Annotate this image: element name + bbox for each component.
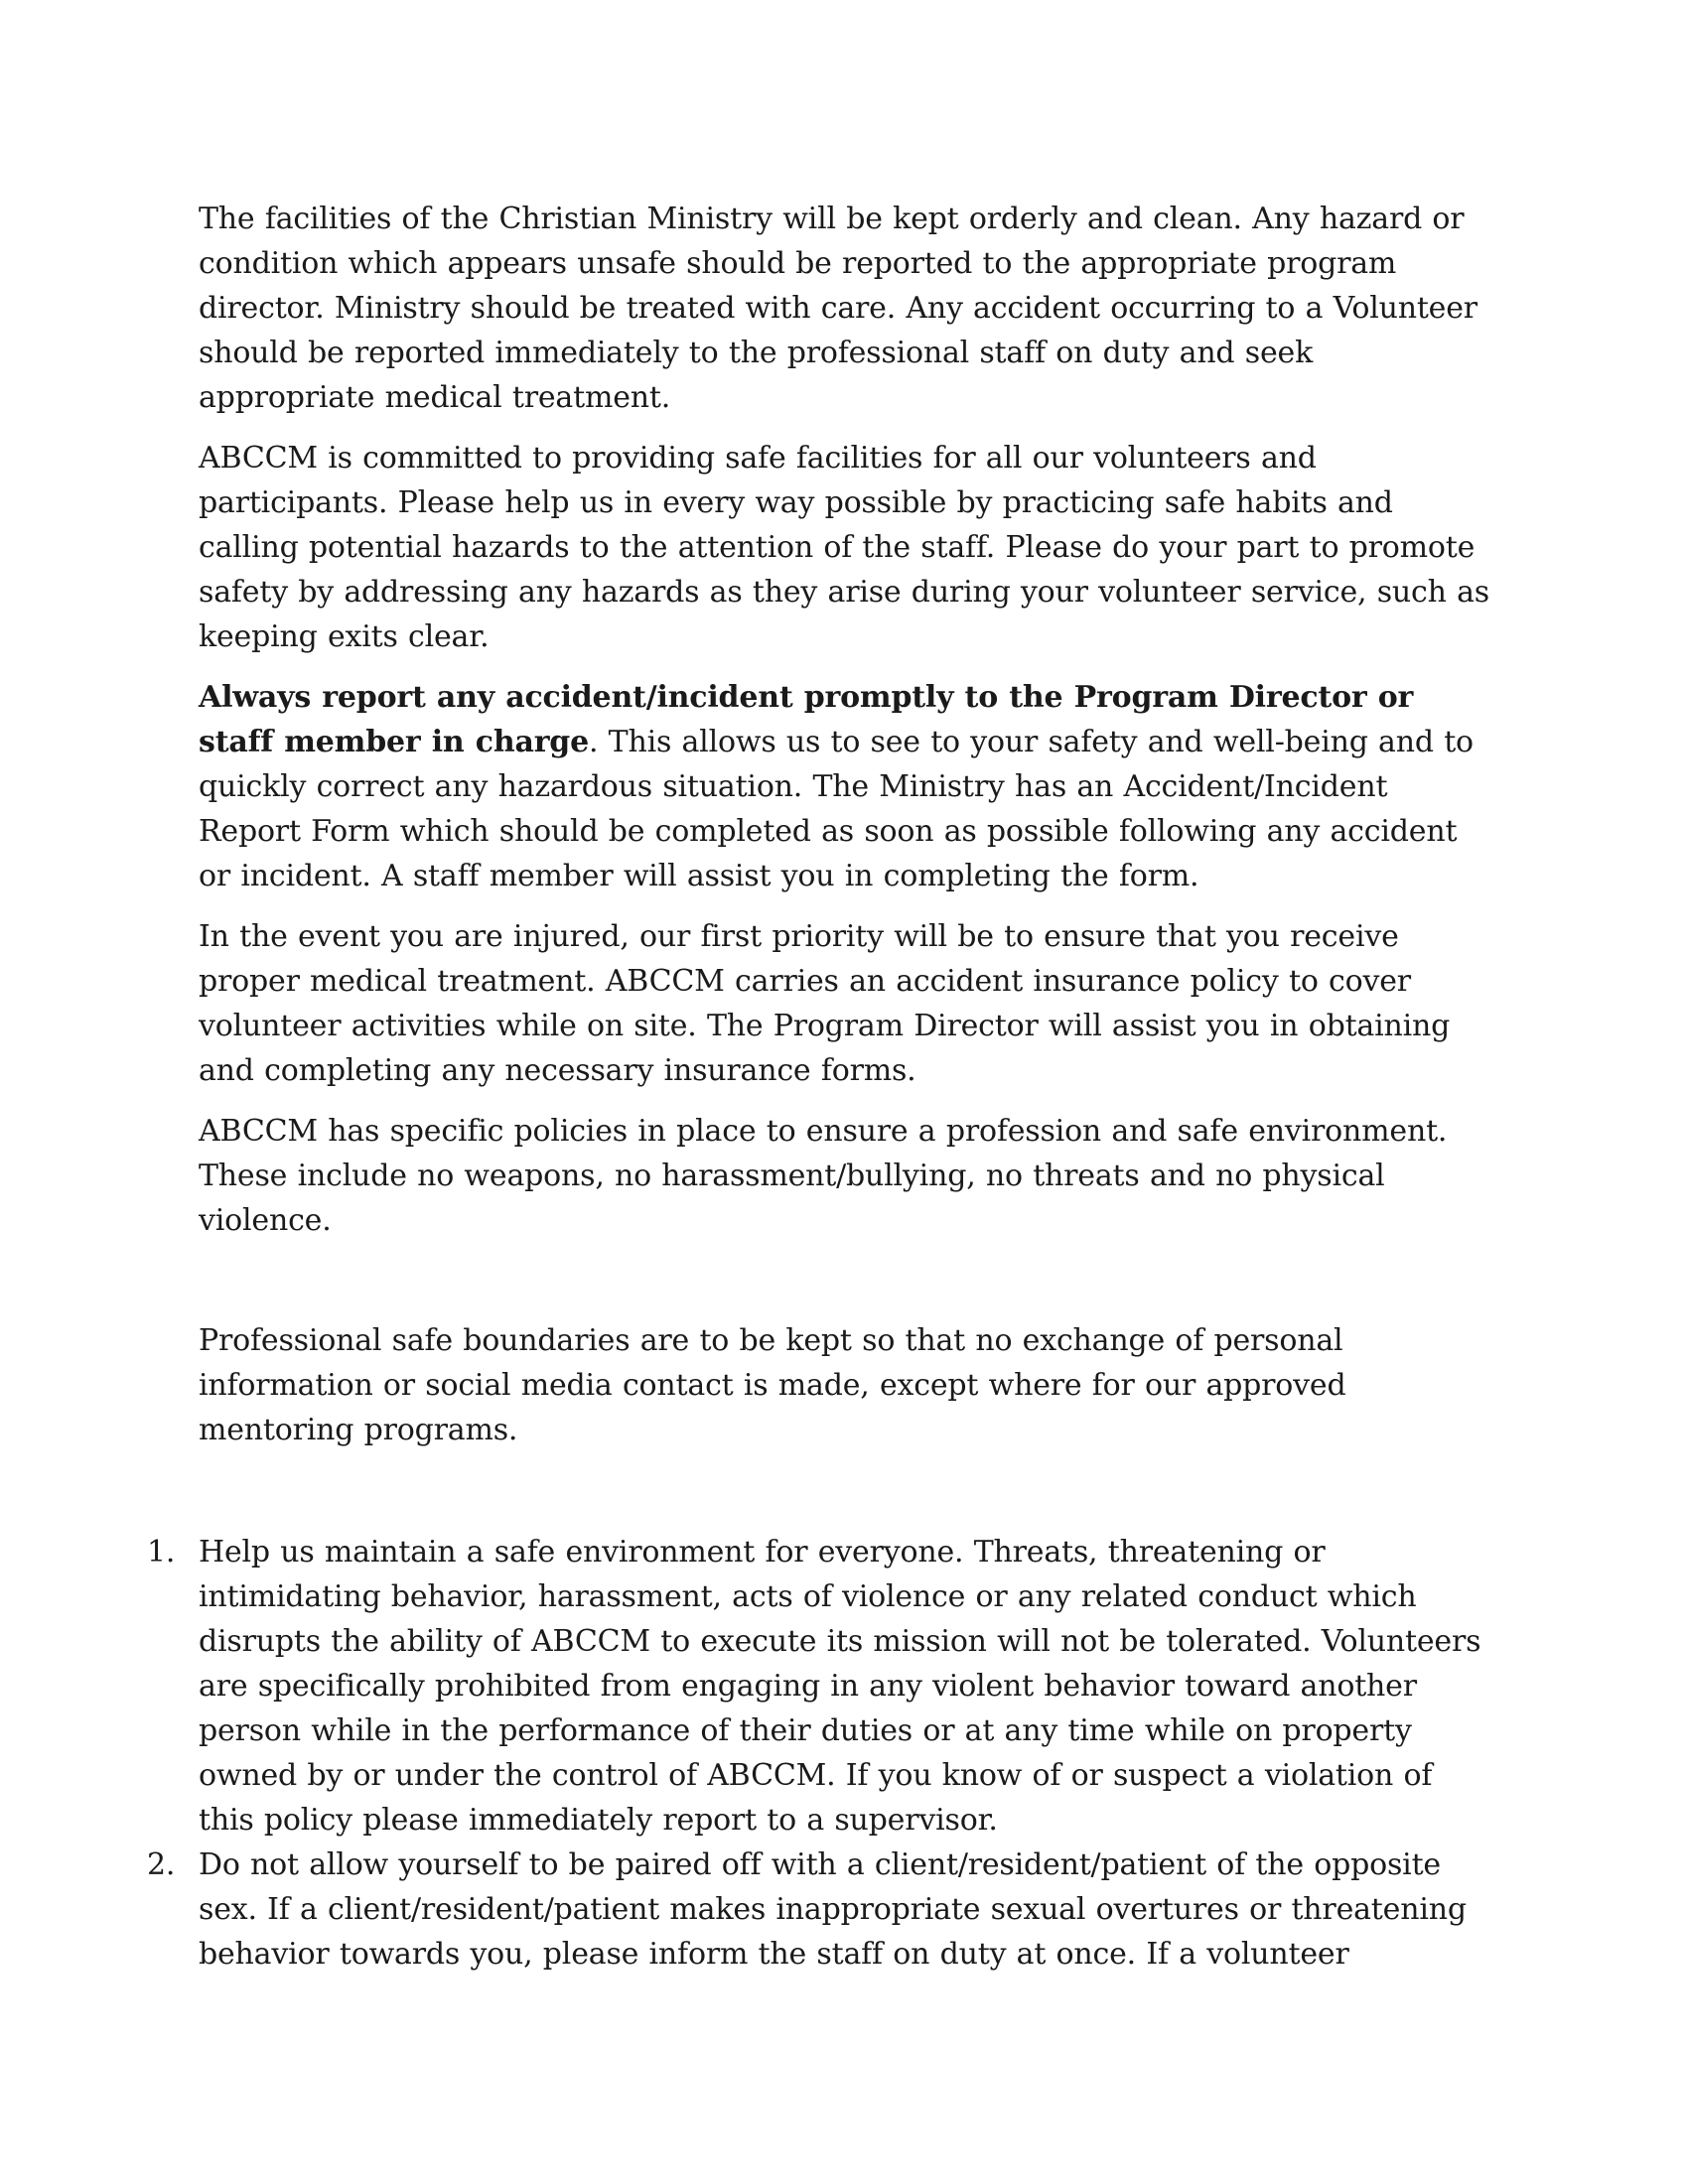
list-item-number: 2. [147,1847,176,1882]
spacer [199,1468,1489,1530]
safety-rules-list [147,1530,1489,1977]
list-item-number: 1. [147,1535,176,1570]
paragraph-facilities: The facilities of the Christian Ministry will be kept orderly and clean. Any hazard or condition which appears unsafe should be reported to the appropriate program director. Ministry should be treated with care. Any accident occurring to a Volunteer should be reported immediately to the professional staff on duty and seek appropriate medical treatment. [199,202,1477,415]
paragraph-report-accident [199,675,1489,898]
paragraph-boundaries: Professional safe boundaries are to be kept so that no exchange of personal information or social media contact is made, except where for our approved mentoring programs. [199,1323,1346,1447]
paragraph-injury: In the event you are injured, our first priority will be to ensure that you receive proper medical treatment. ABCCM carries an accident insurance policy to cover volunteer activities while on site. The Program Director will assist you in obtaining and completing any necessary insurance forms. [199,919,1451,1088]
list-item [147,1843,1489,1977]
spacer [199,1259,1489,1318]
list-item-text: Help us maintain a safe environment for everyone. Threats, threatening or intimidating behavior, harassment, acts of violence or any related conduct which disrupts the ability of ABCCM to execute its mission will not be tolerated. Volunteers are specifically prohibited from engaging in any violent behavior toward another person while in the performance of their duties or at any time while on property owned by or under the control of ABCCM. If you know of or suspect a violation of this policy please immediately report to a supervisor. [199,1535,1481,1838]
report-accident-lead: Always report any accident/incident promptly to the Program Director or staff member in charge [199,680,1414,759]
list-item [147,1530,1489,1843]
paragraph-safe-facilities: ABCCM is committed to providing safe facilities for all our volunteers and participants. Please help us in every way possible by practicing safe habits and calling potential hazards to the attention of the staff. Please do your part to promote safety by addressing any hazards as they arise during your volunteer service, such as keeping exits clear. [199,441,1489,654]
paragraph-policies: ABCCM has specific policies in place to ensure a profession and safe environment. These include no weapons, no harassment/bullying, no threats and no physical violence. [199,1114,1448,1238]
document-body [147,197,1489,1977]
list-item-text: Do not allow yourself to be paired off with a client/resident/patient of the opposite sex. If a client/resident/patient makes inappropriate sexual overtures or threatening behavior towards you, please inform the staff on duty at once. If a volunteer [199,1847,1467,1972]
report-accident-text: . This allows us to see to your safety and well-being and to quickly correct any hazardous situation. The Ministry has an Accident/Incident Report Form which should be completed as soon as possible following any accident or incident. A staff member will assist you in completing the form. [199,725,1474,893]
